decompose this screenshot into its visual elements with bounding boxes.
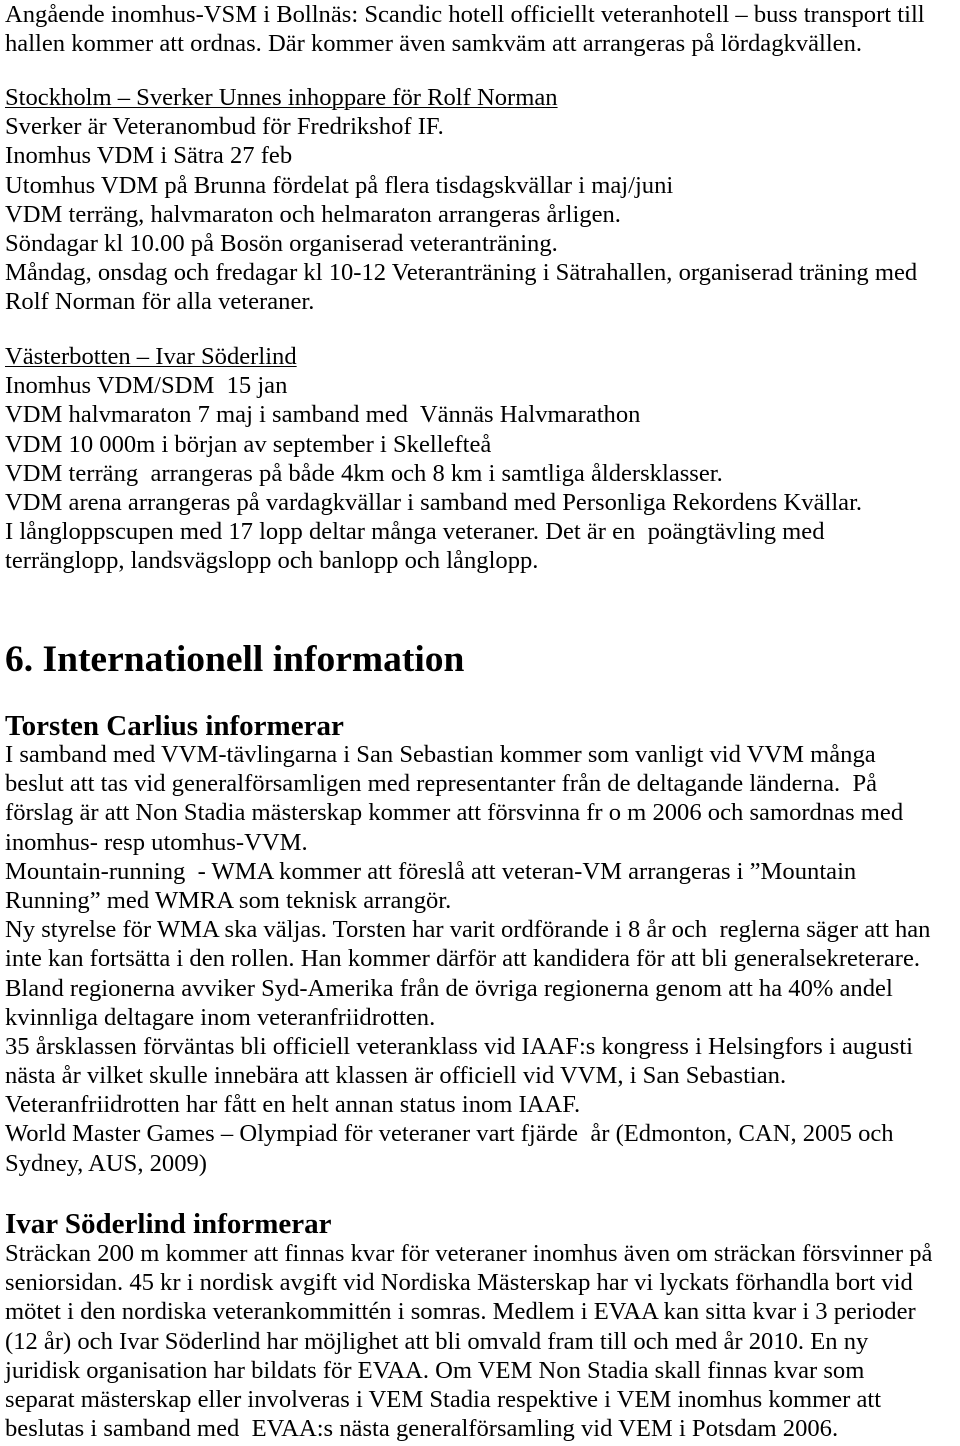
text-line: I samband med VVM-tävlingarna i San Sebastian kommer som vanligt vid VVM många	[5, 741, 876, 768]
text-line: Angående inomhus-VSM i Bollnäs: Scandic hotell officiellt veteranhotell – buss transport till	[5, 1, 925, 28]
text-line: Sydney, AUS, 2009)	[5, 1149, 207, 1177]
text-line: Bland regionerna avviker Syd-Amerika från de övriga regionerna genom att ha 40% andel	[5, 974, 893, 1002]
text-line: Utomhus VDM på Brunna fördelat på flera tisdagskvällar i maj/juni	[5, 171, 674, 199]
text-line: 35 årsklassen förväntas bli officiell veteranklass vid IAAF:s kongress i Helsingfors i augusti	[5, 1032, 913, 1060]
text-line: Mountain-running - WMA kommer att föreslå att veteran-VM arrangeras i ”Mountain	[5, 857, 857, 885]
stockholm-section	[5, 83, 917, 317]
torsten-paragraph	[5, 740, 930, 1178]
text-line: terränglopp, landsvägslopp och banlopp och långlopp.	[5, 547, 539, 575]
text-line: hallen kommer att ordnas. Där kommer även samkväm att arrangeras på lördagkvällen.	[5, 30, 863, 58]
text-line: I långloppscupen med 17 lopp deltar många veteraner. Det är en poängtävling med	[5, 518, 825, 546]
text-line: beslut att tas vid generalförsamligen med representanter från de deltagande länderna. På	[5, 770, 878, 798]
chapter-heading: 6. Internationell information	[5, 639, 465, 680]
section-heading-stockholm: Stockholm – Sverker Unnes inhoppare för Rolf Norman	[5, 84, 558, 111]
text-line: VDM terräng, halvmaraton och helmaraton arrangeras årligen.	[5, 200, 621, 228]
text-line: nästa år vilket skulle innebära att klassen är officiell vid VVM, i San Sebastian.	[5, 1062, 787, 1090]
text-line: (12 år) och Ivar Söderlind har möjlighet att bli omvald fram till och med år 2010. En ny	[5, 1327, 869, 1355]
text-line: Sverker är Veteranombud för Fredrikshof IF.	[5, 113, 444, 141]
chapter-heading-block	[5, 638, 464, 681]
text-line: Rolf Norman för alla veteraner.	[5, 288, 315, 316]
text-line: inomhus- resp utomhus-VVM.	[5, 828, 308, 856]
text-line: mötet i den nordiska veterankommittén i somras. Medlem i EVAA kan sitta kvar i 3 perioder	[5, 1298, 916, 1326]
text-line: Måndag, onsdag och fredagar kl 10-12 Veteranträning i Sätrahallen, organiserad träning med	[5, 259, 918, 287]
text-line: VDM 10 000m i början av september i Skellefteå	[5, 430, 492, 458]
ivar-paragraph	[5, 1239, 932, 1443]
text-line: Söndagar kl 10.00 på Bosön organiserad veteranträning.	[5, 229, 558, 257]
subheading-torsten: Torsten Carlius informerar	[5, 710, 344, 742]
vasterbotten-section	[5, 342, 862, 576]
text-line: World Master Games – Olympiad för veteraner vart fjärde år (Edmonton, CAN, 2005 och	[5, 1120, 894, 1148]
text-line: juridisk organisation har bildats för EVAA. Om VEM Non Stadia skall finnas kvar som	[5, 1356, 865, 1384]
text-line: VDM halvmaraton 7 maj i samband med Vännäs Halvmarathon	[5, 401, 641, 429]
text-line: kvinnliga deltagare inom veteranfriidrotten.	[5, 1003, 436, 1031]
text-line: Inomhus VDM i Sätra 27 feb	[5, 142, 293, 170]
text-line: Ny styrelse för WMA ska väljas. Torsten har varit ordförande i 8 år och reglerna säger att han	[5, 916, 931, 944]
subheading-ivar-block	[5, 1210, 332, 1239]
text-line: seniorsidan. 45 kr i nordisk avgift vid Nordiska Mästerskap har vi lyckats förhandla bort vid	[5, 1269, 913, 1297]
section-heading-vasterbotten: Västerbotten – Ivar Söderlind	[5, 343, 297, 370]
text-line: Inomhus VDM/SDM 15 jan	[5, 372, 288, 400]
text-line: VDM arena arrangeras på vardagkvällar i samband med Personliga Rekordens Kvällar.	[5, 488, 863, 516]
text-line: förslag är att Non Stadia mästerskap kommer att försvinna fr o m 2006 och samordnas med	[5, 799, 904, 827]
text-line: inte kan fortsätta i den rollen. Han kommer därför att kandidera för att bli generalsekreterare.	[5, 945, 921, 973]
subheading-ivar: Ivar Söderlind informerar	[5, 1208, 332, 1240]
intro-paragraph	[5, 0, 925, 58]
text-line: beslutas i samband med EVAA:s nästa generalförsamling vid VEM i Potsdam 2006.	[5, 1415, 839, 1443]
text-line: Sträckan 200 m kommer att finnas kvar för veteraner inomhus även om sträckan försvinner på	[5, 1240, 933, 1267]
text-line: Veteranfriidrotten har fått en helt annan status inom IAAF.	[5, 1091, 581, 1119]
text-line: Running” med WMRA som teknisk arrangör.	[5, 886, 452, 914]
text-line: separat mästerskap eller involveras i VEM Stadia respektive i VEM inomhus kommer att	[5, 1385, 882, 1413]
text-line: VDM terräng arrangeras på både 4km och 8 km i samtliga åldersklasser.	[5, 459, 723, 487]
subheading-torsten-block	[5, 712, 344, 741]
